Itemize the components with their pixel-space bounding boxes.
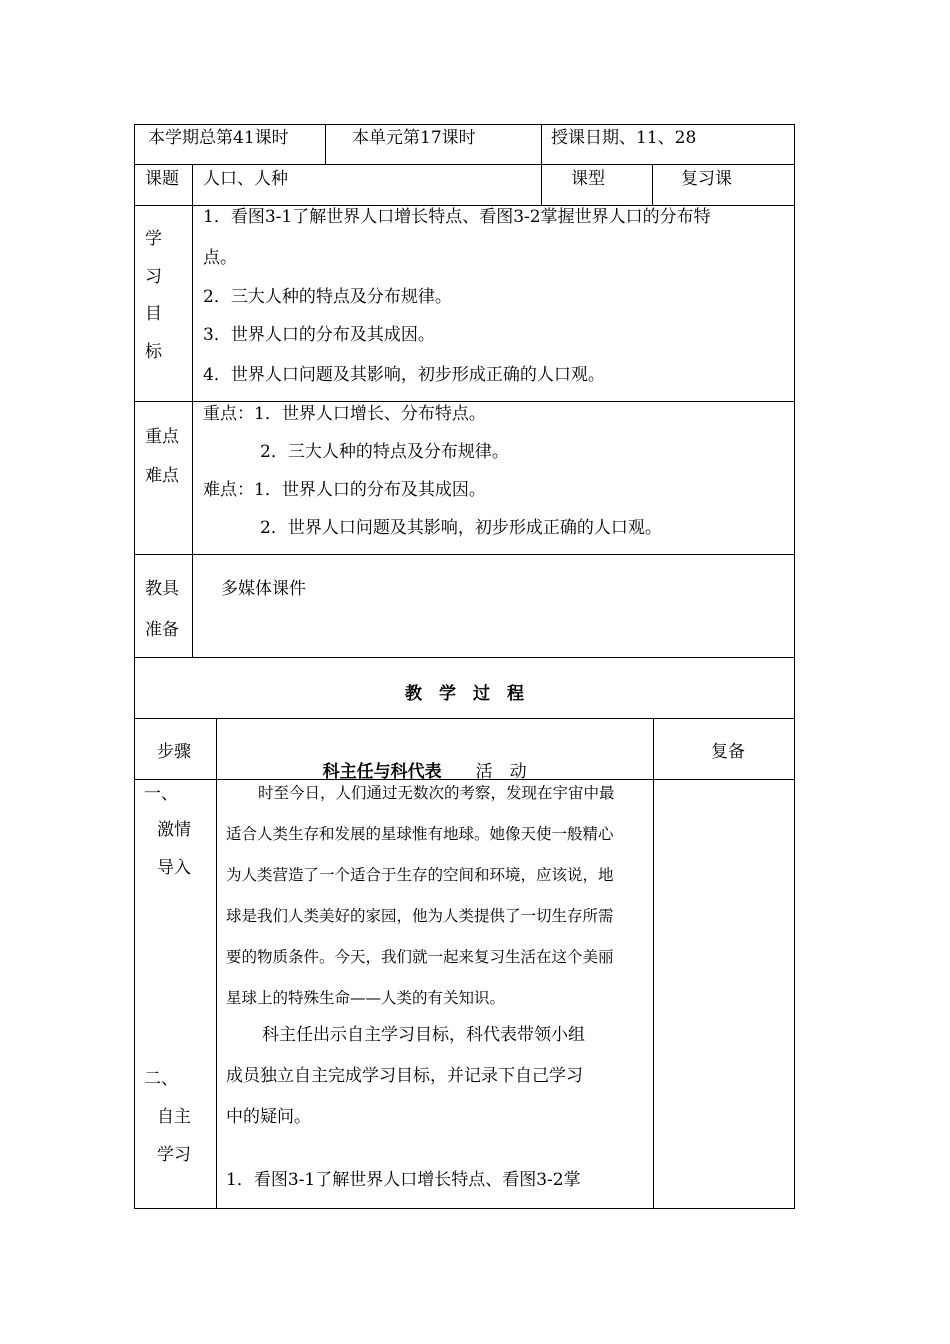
- key-points-label: 难点: [145, 466, 179, 486]
- step-2-label: 自主: [157, 1107, 191, 1127]
- row-divider: [134, 718, 795, 719]
- col-divider: [192, 164, 193, 657]
- intro-paragraph-line: 星球上的特殊生命——人类的有关知识。: [226, 989, 506, 1007]
- unit-lesson: 本单元第17课时: [352, 128, 476, 148]
- col-divider: [541, 124, 542, 205]
- lesson-type-value: 复习课: [681, 169, 732, 189]
- objective-line: 2．三大人种的特点及分布规律。: [203, 287, 452, 307]
- topic-label: 课题: [145, 169, 179, 189]
- intro-paragraph-line: 时至今日，人们通过无数次的考察，发现在宇宙中最: [258, 784, 615, 802]
- row-divider: [134, 164, 795, 165]
- intro-paragraph-line: 为人类营造了一个适合于生存的空间和环境，应该说，地: [226, 866, 614, 884]
- process-title: 教 学 过 程: [405, 684, 524, 704]
- intro-paragraph-line: 球是我们人类美好的家园，他为人类提供了一切生存所需: [226, 907, 614, 925]
- objectives-label-char: 标: [145, 342, 162, 362]
- objective-line: 1．看图3-1了解世界人口增长特点、看图3-2掌握世界人口的分布特: [203, 207, 711, 227]
- self-study-line: 成员独立自主完成学习目标，并记录下自己学习: [226, 1066, 583, 1086]
- step-1-label: 导入: [157, 858, 191, 878]
- step-2-number: 二、: [144, 1069, 178, 1089]
- key-point-line: 重点：1．世界人口增长、分布特点。: [203, 404, 486, 424]
- row-divider: [134, 401, 795, 402]
- key-point-line: 难点：1．世界人口的分布及其成因。: [203, 480, 486, 500]
- activity-header-bold: 科主任与科代表: [322, 762, 442, 782]
- intro-paragraph-line: 要的物质条件。今天，我们就一起来复习生活在这个美丽: [226, 948, 614, 966]
- objectives-label-char: 习: [145, 267, 162, 287]
- objectives-label-char: 学: [145, 229, 162, 249]
- step-2-label: 学习: [157, 1145, 191, 1165]
- semester-total-lesson: 本学期总第41课时: [148, 128, 289, 148]
- activity-header-gap: [442, 762, 476, 782]
- col-divider: [653, 718, 654, 1209]
- tools-label: 教具: [145, 579, 179, 599]
- step-1-number: 一、: [144, 784, 178, 804]
- self-study-line: 1．看图3-1了解世界人口增长特点、看图3-2掌: [226, 1170, 581, 1190]
- activity-header-rest: 活 动: [475, 762, 527, 782]
- topic-value: 人口、人种: [203, 169, 288, 189]
- lesson-type-label: 课型: [571, 169, 605, 189]
- key-points-label: 重点: [145, 427, 179, 447]
- tools-label: 准备: [145, 620, 179, 640]
- key-point-line: 2．世界人口问题及其影响，初步形成正确的人口观。: [260, 518, 662, 538]
- self-study-line: 科主任出示自主学习目标，科代表带领小组: [262, 1025, 585, 1045]
- objective-line: 3．世界人口的分布及其成因。: [203, 325, 435, 345]
- row-divider: [134, 205, 795, 206]
- column-header-step: 步骤: [157, 742, 191, 762]
- key-point-line: 2．三大人种的特点及分布规律。: [260, 442, 509, 462]
- row-divider: [134, 657, 795, 658]
- row-divider: [134, 554, 795, 555]
- lesson-date: 授课日期、11、28: [551, 128, 697, 148]
- self-study-line: 中的疑问。: [226, 1107, 311, 1127]
- col-divider: [652, 164, 653, 205]
- tools-value: 多媒体课件: [221, 579, 306, 599]
- col-divider: [325, 124, 326, 164]
- intro-paragraph-line: 适合人类生存和发展的星球惟有地球。她像天使一般精心: [226, 825, 614, 843]
- column-header-notes: 复备: [711, 742, 745, 762]
- objectives-label-char: 目: [145, 304, 162, 324]
- objective-line: 4．世界人口问题及其影响，初步形成正确的人口观。: [203, 365, 605, 385]
- step-1-label: 激情: [157, 820, 191, 840]
- objective-line: 点。: [203, 248, 237, 268]
- col-divider: [216, 718, 217, 1209]
